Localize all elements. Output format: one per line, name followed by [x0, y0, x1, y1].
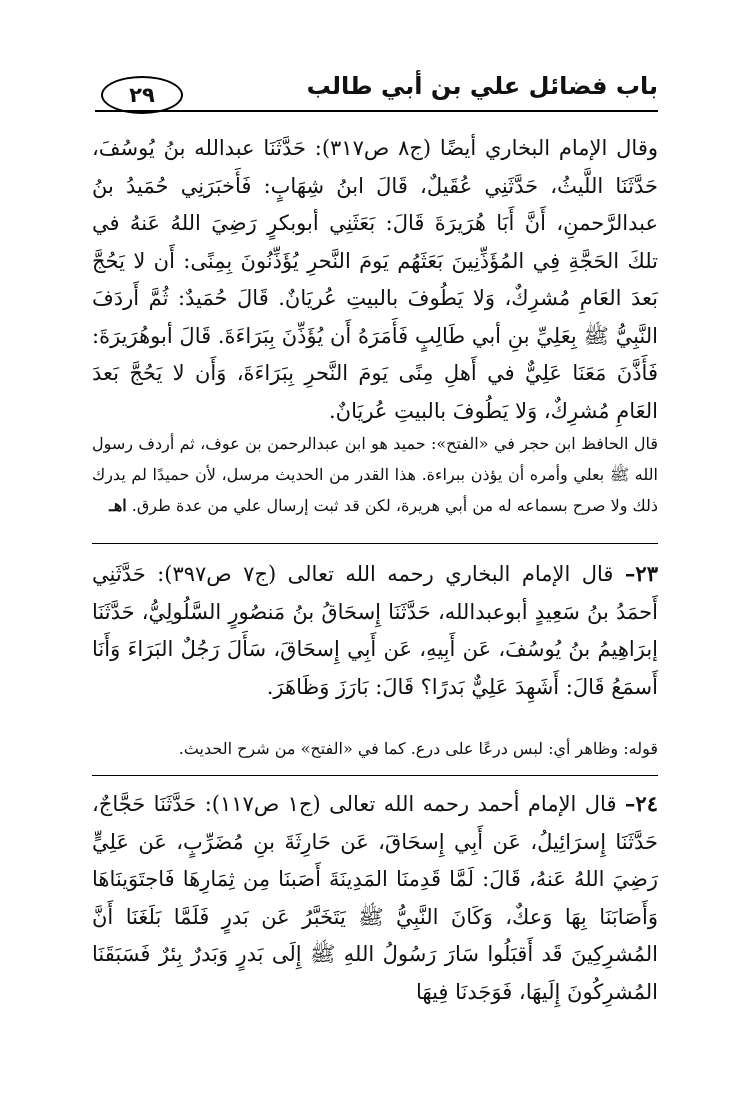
- section-divider: [92, 543, 658, 544]
- end-mark: اهـ: [109, 496, 127, 515]
- header-rule: [95, 110, 658, 112]
- note-text: قوله: وظاهر أي: لبس درعًا على درع. كما في «الفتح» من شرح الحديث.: [178, 739, 658, 758]
- section-divider: [92, 775, 658, 776]
- hadith-number: ٢٣–: [624, 561, 658, 586]
- page-number: ٢٩: [101, 76, 183, 114]
- hadith-paragraph-2: [92, 555, 658, 706]
- page-header: [95, 70, 658, 110]
- hadith-source: قال الإمام البخاري رحمه الله تعالى (ج٧ ص٣٩٧):: [157, 562, 614, 586]
- hadith-number: ٢٤–: [624, 791, 658, 816]
- hadith-paragraph-1: [92, 130, 658, 430]
- chapter-title: باب فضائل علي بن أبي طالب: [306, 72, 658, 100]
- commentary-note-2: [92, 733, 658, 764]
- hadith-source: قال الإمام أحمد رحمه الله تعالى (ج١ ص١١٧):: [204, 792, 617, 816]
- hadith-paragraph-3: [92, 785, 658, 1011]
- hadith-text: حَدَّثَنَا حَجَّاجٌ، حَدَّثَنَا إِسرَائِيلُ، عَن أَبِي إِسحَاقَ، عَن حَارِثَةَ بنِ مُضَرِّبٍ، عَن عَلِيٍّ رَضِيَ اللهُ عَنهُ، قَالَ: لَمَّا قَدِمنَا المَدِينَةَ أَصَبنَا مِن ثِمَارِهَا فَاجتَوَينَاهَا وَأَصَابَنَا بِهَا وَعكٌ، وَكَانَ النَّبِيُّ ﷺ يَتَخَبَّرُ عَن بَدرٍ فَلَمَّا بَلَغَنَا أَنَّ المُشرِكِينَ قَد أَقبَلُوا سَارَ رَسُولُ اللهِ ﷺ إِلَى بَدرٍ وَبَدرٌ بِئرٌ فَسَبَقَنَا المُشرِكُونَ إِلَيهَا، فَوَجَدنَا فِيهَا: [92, 792, 658, 1004]
- commentary-note-1: [92, 428, 658, 521]
- hadith-text: حَدَّثَنِي أَحمَدُ بنُ سَعِيدٍ أبوعبدالله، حَدَّثَنَا إِسحَاقُ بنُ مَنصُورٍ السَّلُولِيُّ، حَدَّثَنَا إبرَاهِيمُ بنُ يُوسُفَ، عَن أَبِيهِ، عَن أَبِي إِسحَاقَ، سَأَلَ رَجُلٌ البَرَاءَ وَأَنَا أَسمَعُ قَالَ: أَشَهِدَ عَلِيٌّ بَدرًا؟ قَالَ: بَارَزَ وَظَاهَرَ.: [92, 562, 658, 699]
- hadith-text: وقال الإمام البخاري أيضًا (ج٨ ص٣١٧): حَدَّثَنَا عبدالله بنُ يُوسُفَ، حَدَّثَنَا اللَّيثُ، حَدَّثَنِي عُقَيلٌ، قَالَ ابنُ شِهَابٍ: فَأَخبَرَنِي حُمَيدُ بنُ عبدالرَّحمنِ، أَنَّ أَبَا هُرَيرَةَ قَالَ: بَعَثَنِي أبوبكرٍ رَضِيَ اللهُ عَنهُ في تلكَ الحَجَّةِ فِي المُؤَذِّنِينَ بَعَثَهُم يَومَ النَّحرِ يُؤَذِّنُونَ بِمِنًى: أَن لا يَحُجَّ بَعدَ العَامِ مُشرِكٌ، وَلا يَطُوفَ بالبيتِ عُريَانٌ. قَالَ حُمَيدٌ: ثُمَّ أَردَفَ النَّبِيُّ ﷺ بِعَلِيِّ بنِ أبي طَالِبٍ فَأَمَرَهُ أَن يُؤَذِّنَ بِبَرَاءَةَ. قَالَ أبوهُرَيرَةَ: فَأَذَّنَ مَعَنَا عَلِيٌّ في أَهلِ مِنًى يَومَ النَّحرِ بِبَرَاءَةَ، وَأَن لا يَحُجَّ بَعدَ العَامِ مُشرِكٌ، وَلا يَطُوفَ بالبيتِ عُريَانٌ.: [92, 136, 658, 423]
- note-text: قال الحافظ ابن حجر في «الفتح»: حميد هو ابن عبدالرحمن بن عوف، ثم أردف رسول الله ﷺ بعلي وأمره أن يؤذن ببراءة. هذا القدر من الحديث مرسل، لأن حميدًا لم يدرك ذلك ولا صرح بسماعه له من أبي هريرة، لكن قد ثبت إرسال علي من عدة طرق. اهـ: [92, 434, 658, 515]
